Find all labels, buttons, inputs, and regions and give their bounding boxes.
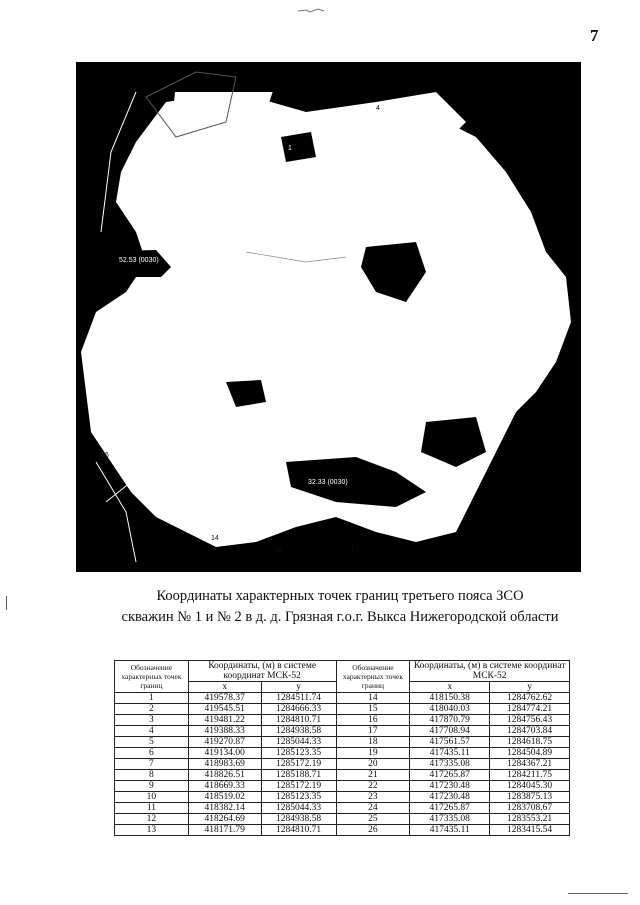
map-label: 17 xyxy=(168,295,176,302)
point-number: 3 xyxy=(115,715,189,726)
coord-x: 417230.48 xyxy=(410,781,490,792)
map-label: 14 xyxy=(211,535,219,542)
point-number: 11 xyxy=(115,803,189,814)
map-label: 13 xyxy=(451,459,459,466)
table-row xyxy=(115,803,570,814)
map-label: 19 xyxy=(351,547,359,554)
table-row xyxy=(115,781,570,792)
coord-x: 418826.51 xyxy=(188,770,261,781)
coord-y: 1285044.33 xyxy=(261,737,336,748)
coord-x: 417435.11 xyxy=(410,825,490,836)
zone-boundary-map xyxy=(76,62,581,572)
coord-y: 1284504.89 xyxy=(490,748,570,759)
map-label: 12 xyxy=(516,340,524,347)
map-label: 1 xyxy=(288,145,292,152)
table-row xyxy=(115,726,570,737)
coord-x: 417561.57 xyxy=(410,737,490,748)
coord-x: 417708.94 xyxy=(410,726,490,737)
point-number: 21 xyxy=(336,770,410,781)
map-label: 6 xyxy=(476,127,480,134)
table-row xyxy=(115,748,570,759)
margin-mark xyxy=(6,596,7,610)
point-number: 12 xyxy=(115,814,189,825)
point-number: 8 xyxy=(115,770,189,781)
table-row xyxy=(115,715,570,726)
coord-x: 417870.79 xyxy=(410,715,490,726)
coord-x: 418171.79 xyxy=(188,825,261,836)
point-number: 4 xyxy=(115,726,189,737)
table-row xyxy=(115,693,570,704)
coord-y: 1283553.21 xyxy=(490,814,570,825)
point-number: 10 xyxy=(115,792,189,803)
point-number: 2 xyxy=(115,704,189,715)
coord-y: 1284511.74 xyxy=(261,693,336,704)
page-number: 7 xyxy=(590,26,599,45)
coord-x: 418150.38 xyxy=(410,693,490,704)
point-number: 19 xyxy=(336,748,410,759)
scan-mark xyxy=(296,0,326,6)
coord-x: 418040.03 xyxy=(410,704,490,715)
table-row xyxy=(115,814,570,825)
point-number: 23 xyxy=(336,792,410,803)
coord-x: 419388.33 xyxy=(188,726,261,737)
coord-x: 419481.22 xyxy=(188,715,261,726)
coord-y: 1284367.21 xyxy=(490,759,570,770)
coord-x: 418519.02 xyxy=(188,792,261,803)
coord-y: 1284810.71 xyxy=(261,825,336,836)
table-row xyxy=(115,704,570,715)
coord-y: 1284938.58 xyxy=(261,726,336,737)
point-number: 22 xyxy=(336,781,410,792)
header-x-left: x xyxy=(188,682,261,693)
table-row xyxy=(115,737,570,748)
header-point-left: Обозначение характерных точек границ xyxy=(115,661,189,693)
coord-y: 1284211.75 xyxy=(490,770,570,781)
coord-y: 1284618.75 xyxy=(490,737,570,748)
coord-y: 1284762.62 xyxy=(490,693,570,704)
point-number: 1 xyxy=(115,693,189,704)
coord-y: 1285123.35 xyxy=(261,792,336,803)
coord-x: 419578.37 xyxy=(188,693,261,704)
coord-x: 417435.11 xyxy=(410,748,490,759)
coord-x: 418264.69 xyxy=(188,814,261,825)
point-number: 7 xyxy=(115,759,189,770)
header-x-right: x xyxy=(410,682,490,693)
table-row xyxy=(115,770,570,781)
header-coords-left: Координаты, (м) в системе координат МСК-52 xyxy=(188,661,336,682)
coord-x: 419134.00 xyxy=(188,748,261,759)
footer-rule xyxy=(568,893,628,894)
coord-y: 1283875.13 xyxy=(490,792,570,803)
point-number: 20 xyxy=(336,759,410,770)
coord-y: 1284703.84 xyxy=(490,726,570,737)
map-label: 9 xyxy=(531,315,535,322)
table-title-line-1: Координаты характерных точек границ третьего пояса ЗСО xyxy=(156,588,524,604)
point-number: 15 xyxy=(336,704,410,715)
point-number: 13 xyxy=(115,825,189,836)
coord-x: 418669.33 xyxy=(188,781,261,792)
point-number: 16 xyxy=(336,715,410,726)
coord-y: 1285172.19 xyxy=(261,781,336,792)
table-row xyxy=(115,792,570,803)
coord-y: 1283415.54 xyxy=(490,825,570,836)
header-y-left: y xyxy=(261,682,336,693)
map-label: 32.33 (0030) xyxy=(308,479,348,486)
coord-y: 1284810.71 xyxy=(261,715,336,726)
coord-y: 1284045.30 xyxy=(490,781,570,792)
coord-y: 1284774.21 xyxy=(490,704,570,715)
table-row xyxy=(115,825,570,836)
point-number: 14 xyxy=(336,693,410,704)
point-number: 26 xyxy=(336,825,410,836)
map-label: 18 xyxy=(274,547,282,554)
coord-y: 1285123.35 xyxy=(261,748,336,759)
coord-y: 1285044.33 xyxy=(261,803,336,814)
coord-x: 419270.87 xyxy=(188,737,261,748)
point-number: 5 xyxy=(115,737,189,748)
coordinates-table xyxy=(114,660,570,836)
point-number: 17 xyxy=(336,726,410,737)
coord-x: 417335.08 xyxy=(410,759,490,770)
header-point-right: Обозначение характерных точек границ xyxy=(336,661,410,693)
header-y-right: y xyxy=(490,682,570,693)
coord-y: 1283708.67 xyxy=(490,803,570,814)
point-number: 25 xyxy=(336,814,410,825)
coord-y: 1285188.71 xyxy=(261,770,336,781)
coord-x: 417265.87 xyxy=(410,770,490,781)
table-row xyxy=(115,759,570,770)
point-number: 9 xyxy=(115,781,189,792)
coord-y: 1285172.19 xyxy=(261,759,336,770)
coord-x: 417265.87 xyxy=(410,803,490,814)
coord-x: 419545.51 xyxy=(188,704,261,715)
map-label: 4 xyxy=(376,105,380,112)
coord-x: 418983.69 xyxy=(188,759,261,770)
point-number: 24 xyxy=(336,803,410,814)
point-number: 6 xyxy=(115,748,189,759)
table-title-line-2: скважин № 1 и № 2 в д. д. Грязная г.о.г. Выкса Нижегородской области xyxy=(121,609,559,625)
coord-x: 417335.08 xyxy=(410,814,490,825)
map-label: 16 xyxy=(101,452,109,459)
coord-x: 417230.48 xyxy=(410,792,490,803)
point-number: 18 xyxy=(336,737,410,748)
coord-y: 1284666.33 xyxy=(261,704,336,715)
header-coords-right: Координаты, (м) в системе координат МСК-52 xyxy=(410,661,570,682)
coord-y: 1284938.58 xyxy=(261,814,336,825)
coord-y: 1284756.43 xyxy=(490,715,570,726)
map-label: 52.53 (0030) xyxy=(119,257,159,264)
coord-x: 418382.14 xyxy=(188,803,261,814)
